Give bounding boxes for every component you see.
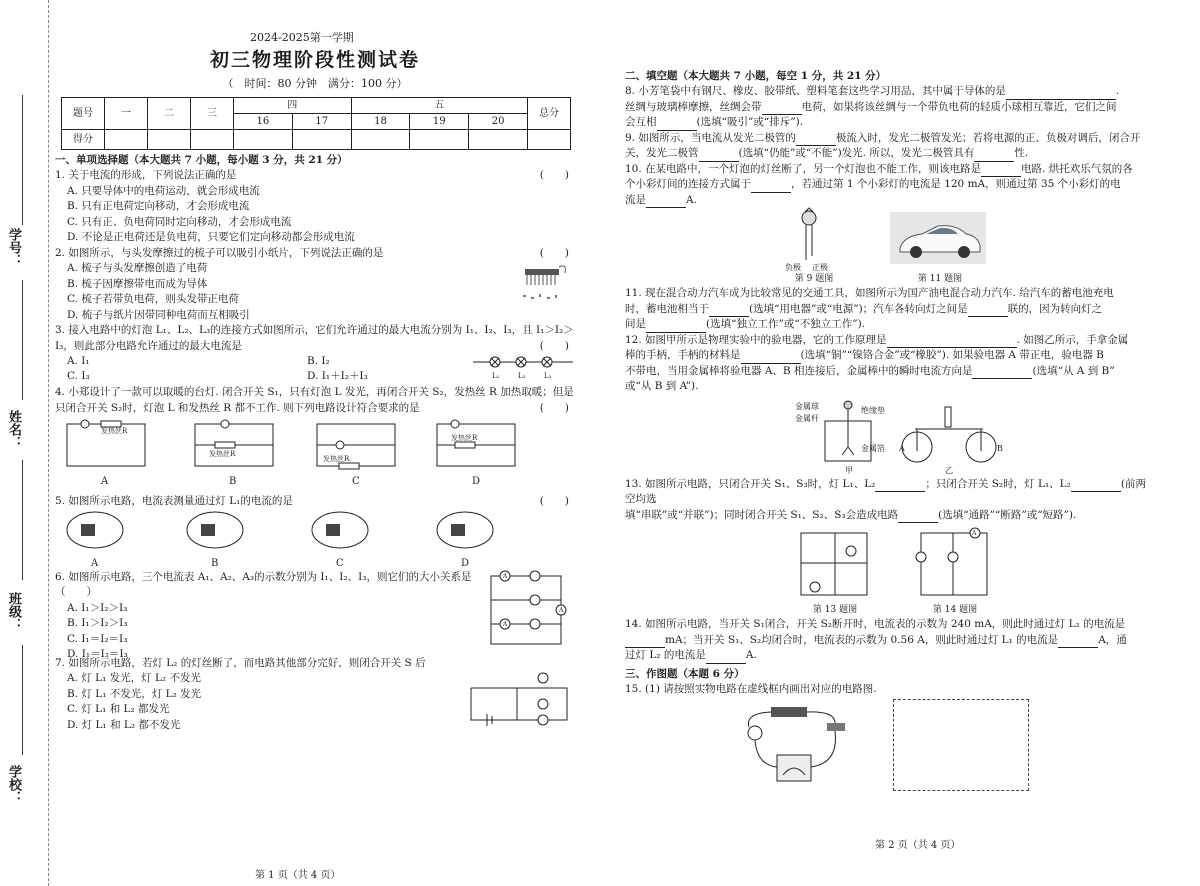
fig14-caption: 第 14 题图 xyxy=(932,605,978,615)
option: D. 不论是正电荷还是负电荷，只要它们定向移动都会形成电流 xyxy=(67,231,355,243)
answer-blank[interactable] xyxy=(1006,87,1116,100)
physical-circuit-illustration xyxy=(735,703,855,789)
label-b: B xyxy=(997,443,1003,453)
question-6: 6. 如图所示电路，三个电流表 A₁、A₂、A₃的示数分别为 I₁、I₂、I₃，则它们的大小关系是（ ） xyxy=(55,570,472,598)
answer-paren[interactable]: ( ) xyxy=(539,495,569,507)
score-header-cell: 16 xyxy=(234,114,293,130)
question-9-cont: 关，发光二极管 (选填“仍能”或“不能”)发光. 所以，发光二极管具有 性. xyxy=(625,146,1155,162)
option-label-d: D xyxy=(461,557,470,569)
question-2: 2. 如图所示，与头发摩擦过的梳子可以吸引小纸片，下列说法正确的是 ( ) xyxy=(55,246,575,262)
negative-label: 负极 xyxy=(785,263,801,272)
question-8-cont: 会互相 (选填“吸引”或“排斥”). xyxy=(625,115,1155,131)
fig13-circuit xyxy=(795,527,875,601)
ammeter-circuits xyxy=(55,510,575,570)
question-11-cont: 间是 (选填“独立工作”或“不独立工作”). xyxy=(625,317,1155,333)
question-15: 15. (1) 请按照实物电路在虚线框内画出对应的电路图. xyxy=(625,682,877,695)
answer-blank[interactable] xyxy=(646,320,706,333)
score-table xyxy=(61,97,571,150)
score-header-cell: 四 xyxy=(234,98,352,114)
option: B. 灯 L₁ 不发光，灯 L₂ 发光 xyxy=(67,687,202,700)
margin-line xyxy=(22,280,23,400)
option: A. 灯 L₁ 发光，灯 L₂ 不发光 xyxy=(67,672,201,684)
electroscope-illustration xyxy=(795,399,1015,475)
svg-text:L₂: L₂ xyxy=(518,372,526,380)
name-label: 姓名： xyxy=(6,410,21,449)
class-label: 班级： xyxy=(6,592,21,631)
student-id-label: 学号： xyxy=(6,228,21,267)
question-11-cont: 时，蓄电池相当于 (选填“用电器”或“电源”)；汽车各转向灯之间是 联的，因为转向灯之 xyxy=(625,302,1155,318)
question-10-cont: 流是 A. xyxy=(625,193,1155,209)
heater-label: 发热丝R xyxy=(451,434,478,442)
option: D. 灯 L₁ 和 L₂ 都不发光 xyxy=(67,718,181,731)
series-lamps-diagram xyxy=(473,352,573,382)
score-header-cell: 17 xyxy=(292,114,351,130)
question-13: 13. 如图所示电路，只闭合开关 S₁、S₃时，灯 L₁、L₂ ；只闭合开关 S₂时，灯 L₁、L₂ (前两空均选 xyxy=(625,477,1146,505)
question-9: 9. 如图所示，当电流从发光二极管的 极流入时，发光二极管发光；若将电源的正、负极对调后，闭合开 xyxy=(625,131,1155,147)
label-yi: 乙 xyxy=(945,465,953,475)
answer-blank[interactable] xyxy=(887,335,1017,348)
answer-blank[interactable] xyxy=(875,479,925,492)
comb-paper-illustration xyxy=(517,263,567,303)
label-ball: 金属球 xyxy=(795,401,819,411)
heater-label: 发热丝R xyxy=(101,427,128,435)
answer-blank[interactable] xyxy=(762,102,802,115)
label-foil: 金属箔 xyxy=(861,443,885,453)
svg-text:L₁: L₁ xyxy=(492,372,500,380)
question-12-cont: 或“从 B 到 A”). xyxy=(625,380,699,392)
option-label-b: B xyxy=(229,476,237,487)
score-header-cell: 二 xyxy=(148,98,191,130)
option-label-a: A xyxy=(91,557,99,569)
option: A. 梳子与头发摩擦创造了电荷 xyxy=(67,262,208,274)
answer-paren[interactable]: ( ) xyxy=(539,339,569,352)
answer-blank[interactable] xyxy=(972,366,1032,379)
question-14: 14. 如图所示电路，当开关 S₁闭合，开关 S₂断开时，电流表的示数为 240 mA，则此时通过灯 L₂ 的电流是 xyxy=(625,618,1126,630)
score-input-cell[interactable] xyxy=(410,130,469,150)
answer-paren[interactable]: ( ) xyxy=(539,169,569,181)
school-label: 学校： xyxy=(6,765,21,804)
option: D. 梳子与纸片因带同种电荷而互相吸引 xyxy=(67,308,250,321)
answer-blank[interactable] xyxy=(974,149,1014,162)
figure-12 xyxy=(625,395,1155,477)
option: C. 梳子若带负电荷，则头发带正电荷 xyxy=(67,293,239,305)
question-12: 12. 如图甲所示是物理实验中的验电器，它的工作原理是 . 如图乙所示，手拿金属 xyxy=(625,333,1155,349)
answer-blank[interactable] xyxy=(751,180,791,193)
score-input-cell[interactable] xyxy=(234,130,293,150)
answer-blank[interactable] xyxy=(898,510,938,523)
option-label-c: C xyxy=(336,557,344,569)
answer-blank[interactable] xyxy=(646,195,686,208)
svg-text:A: A xyxy=(503,572,508,580)
question-7: 7. 如图所示电路，若灯 L₂ 的灯丝断了，而电路其他部分完好，则闭合开关 S 后 xyxy=(55,656,426,669)
question-4-figures xyxy=(55,416,575,494)
score-input-cell[interactable] xyxy=(528,130,571,150)
question-10: 10. 在某电路中，一个灯泡的灯丝断了，另一个灯泡也不能工作，则该电路是 电路. 烘托欢乐气氛的各 xyxy=(625,162,1155,178)
question-3: 3. 接入电路中的灯泡 L₁、L₂、L₃的连接方式如图所示，它们允许通过的最大电流分别为 I₁、I₂、I₃，且 I₁＞I₂＞ xyxy=(55,324,574,336)
answer-blank[interactable] xyxy=(657,118,697,131)
option: C. 只有正、负电荷同时定向移动，才会形成电流 xyxy=(67,215,292,228)
page-1 xyxy=(55,30,575,881)
option-label-a: A xyxy=(101,476,109,487)
answer-blank[interactable] xyxy=(709,304,749,317)
label-jia: 甲 xyxy=(845,465,853,475)
answer-blank[interactable] xyxy=(1058,635,1098,648)
option: C. I₁＝I₂＝I₃ xyxy=(67,632,128,645)
score-input-cell[interactable] xyxy=(351,130,410,150)
option: D. I₁＋I₂＋I₃ xyxy=(307,370,368,382)
score-header-cell: 18 xyxy=(351,114,410,130)
figures-9-11 xyxy=(625,208,1155,286)
option: A. I₁ xyxy=(67,355,90,367)
answer-paren[interactable]: ( ) xyxy=(539,246,569,259)
option: A. I₁＞I₂＞I₃ xyxy=(67,601,128,614)
fig11-caption: 第 11 题图 xyxy=(917,274,963,284)
question-12-cont: 棒的手柄，手柄的材料是 (选填“铜”“镍铬合金”或“橡胶”). 如果验电器 A 带正电，验电器 B xyxy=(625,348,1155,364)
score-header-cell: 20 xyxy=(469,114,528,130)
option: B. 梳子因摩擦带电而成为导体 xyxy=(67,277,208,290)
question-14-cont: mA；当开关 S₁、S₂均闭合时，电流表的示数为 0.56 A，则此时通过灯 L₁ 的电流是 A，通 xyxy=(625,633,1155,649)
fig14-circuit xyxy=(915,527,995,601)
score-header-cell: 三 xyxy=(191,98,234,130)
section-1-heading: 一、单项选择题（本大题共 7 小题，每小题 3 分，共 21 分） xyxy=(55,154,348,166)
score-input-cell[interactable] xyxy=(148,130,191,150)
option: D. I₁＝I₂＝I₃ xyxy=(67,648,128,660)
hybrid-car-illustration xyxy=(890,212,986,268)
label-rod: 金属杆 xyxy=(795,413,819,423)
answer-blank[interactable] xyxy=(706,651,746,664)
question-8: 8. 小芳笔袋中有钢尺、橡皮、胶带纸、塑料笔套这些学习用品，其中属于导体的是 . xyxy=(625,84,1155,100)
answer-blank[interactable] xyxy=(1071,479,1121,492)
score-header-cell: 五 xyxy=(351,98,527,114)
binding-margin xyxy=(0,0,49,886)
question-8-cont: 丝绸与玻璃棒摩擦，丝绸会带 电荷，如果将该丝绸与一个带负电荷的轻质小球相互靠近，它们之间 xyxy=(625,100,1155,116)
answer-blank[interactable] xyxy=(741,351,801,364)
question-3-cont: I₃，则此部分电路允许通过的最大电流是 ( ) xyxy=(55,339,575,355)
option: A. 只要导体中的电荷运动，就会形成电流 xyxy=(67,184,260,197)
score-row-label: 得分 xyxy=(62,130,105,150)
margin-line xyxy=(22,460,23,580)
question-12-cont: 不带电，当用金属棒将验电器 A、B 相连接后，金属棒中的瞬时电流方向是 (选填“从 A 到 B” xyxy=(625,364,1155,380)
option: B. I₁＞I₂＞I₃ xyxy=(67,617,128,629)
option-label-c: C xyxy=(352,476,360,487)
question-13-cont: 填“串联”或“并联”)；同时闭合开关 S₁、S₂、S₃会造成电路 (选填“通路”“断路”或“短路”). xyxy=(625,508,1155,524)
answer-blank[interactable] xyxy=(968,304,1008,317)
svg-text:A: A xyxy=(972,530,977,537)
exam-subtitle: （ 时间：80 分钟 满分：100 分） xyxy=(222,77,408,90)
answer-blank[interactable] xyxy=(699,149,739,162)
section-3-heading: 三、作图题（本题 6 分） xyxy=(625,667,745,680)
question-4: 4. 小郑设计了一款可以取暖的台灯. 闭合开关 S₁，只有灯泡 L 发光，再闭合开关 S₂，发热丝 R 加热取暖；但是 xyxy=(55,386,574,398)
question-15-figure xyxy=(625,697,1155,797)
figures-13-14 xyxy=(625,523,1155,617)
svg-text:A: A xyxy=(503,620,508,628)
section-2-heading: 二、填空题（本大题共 7 小题，每空 1 分，共 21 分） xyxy=(625,70,887,82)
option: B. 只有正电荷定向移动，才会形成电流 xyxy=(67,200,250,212)
answer-blank[interactable] xyxy=(796,133,836,146)
page-2-footer: 第 2 页（共 4 页） xyxy=(875,840,961,851)
score-input-cell[interactable] xyxy=(292,130,351,150)
margin-line xyxy=(22,95,23,225)
score-header-cell: 19 xyxy=(410,114,469,130)
heater-lamp-circuits xyxy=(55,416,575,494)
score-header-cell: 题号 xyxy=(62,98,105,130)
question-11: 11. 现在混合动力汽车成为比较常见的交通工具，如图所示为国产油电混合动力汽车. 给汽车的蓄电池充电 xyxy=(625,287,1114,299)
page-1-footer: 第 1 页（共 4 页） xyxy=(255,870,341,881)
score-input-cell[interactable] xyxy=(469,130,528,150)
option: C. I₃ xyxy=(67,370,90,382)
heater-label: 发热丝R xyxy=(323,455,350,463)
option: C. 灯 L₁ 和 L₂ 都发光 xyxy=(67,703,170,715)
positive-label: 正极 xyxy=(812,263,828,272)
label-pad: 绝缘垫 xyxy=(861,405,885,415)
score-header-cell: 一 xyxy=(105,98,148,130)
score-input-cell[interactable] xyxy=(191,130,234,150)
score-header-cell: 总分 xyxy=(528,98,571,130)
question-1: 1. 关于电流的形成，下列说法正确的是 ( ) xyxy=(55,168,575,184)
option-label-b: B xyxy=(211,557,219,569)
answer-blank[interactable] xyxy=(981,164,1021,177)
heater-label: 发热丝R xyxy=(209,450,236,458)
label-a: A xyxy=(899,443,905,453)
score-input-cell[interactable] xyxy=(105,130,148,150)
drawing-answer-box[interactable] xyxy=(893,699,1029,791)
question-10-cont: 个小彩灯间的连接方式属于 ，若通过第 1 个小彩灯的电流是 120 mA，则通过第 35 个小彩灯的电 xyxy=(625,177,1155,193)
margin-line xyxy=(22,645,23,755)
answer-blank[interactable] xyxy=(625,635,665,648)
exam-title: 初三物理阶段性测试卷 xyxy=(209,49,420,71)
fig13-caption: 第 13 题图 xyxy=(812,605,858,615)
question-5: 5. 如图所示电路，电流表测量通过灯 L₁的电流的是 ( ) xyxy=(55,494,575,510)
question-4-cont: 只闭合开关 S₂时，灯泡 L 和发热丝 R 都不工作. 则下列电路设计符合要求的是 ( ) xyxy=(55,401,575,417)
two-lamp-circuit xyxy=(467,670,571,732)
led-illustration xyxy=(785,208,835,272)
question-14-cont: 过灯 L₂ 的电流是 A. xyxy=(625,648,1155,664)
question-5-figures xyxy=(55,510,575,570)
three-ammeter-circuit xyxy=(485,570,571,650)
answer-paren[interactable]: ( ) xyxy=(539,401,569,414)
page-2 xyxy=(625,66,1155,851)
fig9-caption: 第 9 题图 xyxy=(794,274,834,284)
option-label-d: D xyxy=(472,476,481,487)
svg-text:L₃: L₃ xyxy=(544,372,552,380)
svg-text:A: A xyxy=(559,606,564,614)
semester-label: 2024-2025第一学期 xyxy=(250,31,354,44)
option: B. I₂ xyxy=(307,355,330,367)
